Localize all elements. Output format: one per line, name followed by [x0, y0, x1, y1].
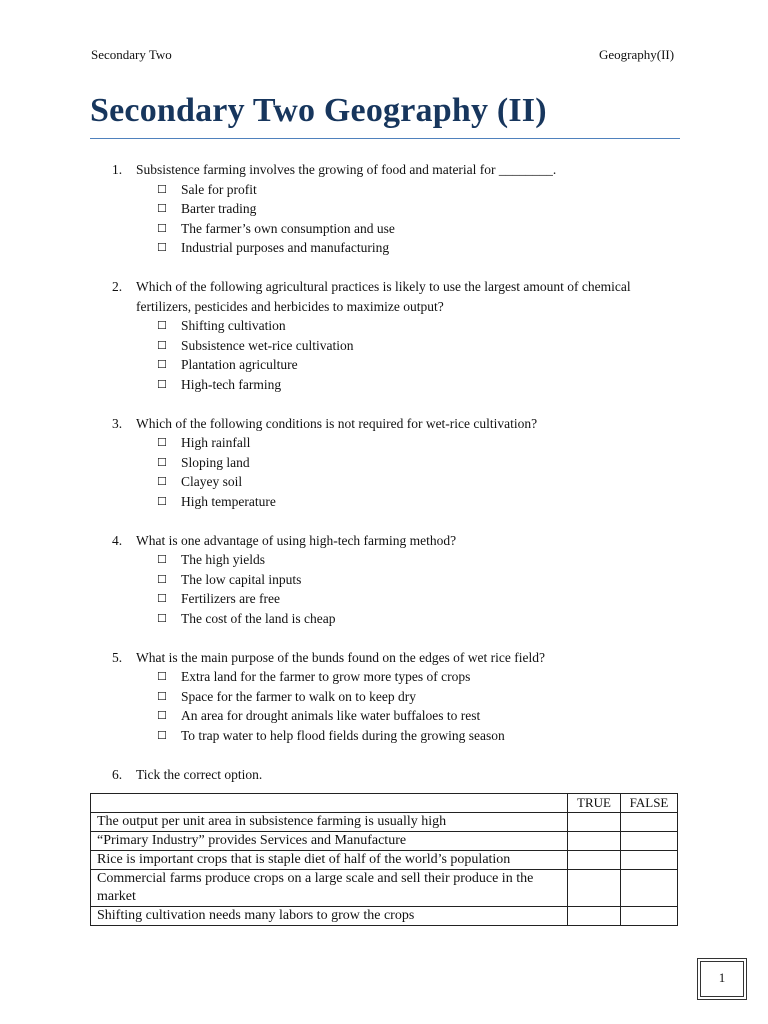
true-answer-cell[interactable]	[568, 907, 621, 926]
page-number: 1	[718, 970, 726, 985]
answer-option[interactable]	[0, 199, 768, 219]
checkbox-icon[interactable]: ☐	[157, 455, 167, 469]
table-row	[91, 832, 678, 851]
checkbox-icon[interactable]: ☐	[157, 377, 167, 391]
table-row	[91, 870, 678, 907]
table-header-false: FALSE	[621, 794, 678, 813]
answer-option[interactable]	[0, 492, 768, 512]
question-stem	[0, 765, 768, 785]
false-answer-cell[interactable]	[621, 813, 678, 832]
table-row	[91, 907, 678, 926]
statement-cell: “Primary Industry” provides Services and Manufacture	[91, 832, 568, 851]
answer-option[interactable]	[0, 472, 768, 492]
page-title: Secondary Two Geography (II)	[90, 92, 547, 129]
question-number: 1.	[112, 162, 123, 177]
table-row	[91, 851, 678, 870]
page-header-left: Secondary Two	[91, 47, 172, 62]
checkbox-icon[interactable]: ☐	[157, 670, 167, 683]
answer-option[interactable]	[0, 219, 768, 239]
checkbox-icon[interactable]: ☐	[157, 611, 167, 625]
checkbox-icon[interactable]: ☐	[157, 689, 167, 703]
question-2	[0, 277, 768, 394]
answer-option[interactable]	[0, 570, 768, 590]
statement-cell: The output per unit area in subsistence farming is usually high	[91, 813, 568, 832]
answer-option-label: High-tech farming	[181, 376, 282, 392]
answer-option-label: Extra land for the farmer to grow more types of crops	[181, 669, 471, 684]
question-3	[0, 414, 768, 512]
question-stem	[0, 160, 768, 180]
checkbox-icon[interactable]: ☐	[157, 358, 167, 371]
answer-option[interactable]	[0, 336, 768, 356]
question-1	[0, 160, 768, 258]
checkbox-icon[interactable]: ☐	[157, 572, 167, 586]
question-6	[0, 765, 768, 785]
question-text: What is one advantage of using high-tech farming method?	[136, 532, 457, 548]
question-5	[0, 648, 768, 746]
true-answer-cell[interactable]	[568, 813, 621, 832]
answer-option[interactable]	[0, 355, 768, 375]
question-number: 3.	[112, 415, 123, 431]
answer-option-label: Subsistence wet-rice cultivation	[181, 337, 354, 353]
true-answer-cell[interactable]	[568, 870, 621, 907]
table-header-statement	[91, 794, 568, 813]
answer-option-label: To trap water to help flood fields during the growing season	[181, 727, 505, 743]
answer-option-label: Barter trading	[181, 201, 257, 216]
answer-option[interactable]	[0, 589, 768, 609]
answer-option-label: Space for the farmer to walk on to keep dry	[181, 688, 417, 704]
question-stem	[0, 414, 768, 434]
checkbox-icon[interactable]: ☐	[157, 475, 167, 488]
statement-cell: Commercial farms produce crops on a large scale and sell their produce in the market	[91, 870, 568, 907]
true-answer-cell[interactable]	[568, 851, 621, 870]
false-answer-cell[interactable]	[621, 907, 678, 926]
checkbox-icon[interactable]: ☐	[157, 182, 167, 196]
true-answer-cell[interactable]	[568, 832, 621, 851]
page-header-right: Geography(II)	[599, 47, 675, 62]
table-row	[91, 813, 678, 832]
answer-option[interactable]	[0, 667, 768, 687]
checkbox-icon[interactable]: ☐	[157, 202, 167, 215]
question-number: 4.	[112, 532, 123, 548]
answer-option-label: The farmer’s own consumption and use	[181, 220, 395, 236]
answer-option[interactable]	[0, 316, 768, 336]
question-text: What is the main purpose of the bunds found on the edges of wet rice field?	[136, 649, 546, 665]
question-number: 5.	[112, 649, 123, 665]
question-stem	[0, 531, 768, 551]
answer-option[interactable]	[0, 453, 768, 473]
answer-option[interactable]	[0, 687, 768, 707]
table-header-true: TRUE	[568, 794, 621, 813]
checkbox-icon[interactable]: ☐	[157, 553, 167, 566]
question-text: Which of the following conditions is not required for wet-rice cultivation?	[136, 415, 538, 431]
statement-cell: Shifting cultivation needs many labors to grow the crops	[91, 907, 568, 926]
checkbox-icon[interactable]: ☐	[157, 494, 167, 508]
answer-option-label: An area for drought animals like water buffaloes to rest	[181, 708, 481, 723]
answer-option-label: Clayey soil	[181, 474, 243, 489]
statement-cell: Rice is important crops that is staple diet of half of the world’s population	[91, 851, 568, 870]
title-underline	[90, 138, 680, 139]
table-header-row	[91, 794, 678, 813]
answer-option-label: Industrial purposes and manufacturing	[181, 240, 390, 255]
answer-option-label: Shifting cultivation	[181, 318, 286, 333]
question-stem	[0, 277, 768, 316]
answer-option[interactable]	[0, 726, 768, 746]
false-answer-cell[interactable]	[621, 870, 678, 907]
answer-option-label: The cost of the land is cheap	[181, 610, 336, 626]
answer-option[interactable]	[0, 550, 768, 570]
answer-option-label: Fertilizers are free	[181, 591, 280, 606]
checkbox-icon[interactable]: ☐	[157, 221, 167, 235]
checkbox-icon[interactable]: ☐	[157, 728, 167, 742]
answer-option[interactable]	[0, 706, 768, 726]
question-stem	[0, 648, 768, 668]
answer-option-label: High rainfall	[181, 435, 251, 450]
question-number: 6.	[112, 766, 123, 782]
false-answer-cell[interactable]	[621, 832, 678, 851]
checkbox-icon[interactable]: ☐	[157, 319, 167, 332]
answer-option[interactable]	[0, 433, 768, 453]
checkbox-icon[interactable]: ☐	[157, 592, 167, 605]
answer-option[interactable]	[0, 375, 768, 395]
false-answer-cell[interactable]	[621, 851, 678, 870]
question-text: Tick the correct option.	[136, 766, 263, 782]
answer-option-label: The high yields	[181, 552, 265, 567]
answer-option-label: Sale for profit	[181, 181, 257, 197]
checkbox-icon[interactable]: ☐	[157, 709, 167, 722]
question-text: Which of the following agricultural practices is likely to use the largest amount of chemical fertilizers, pesticides and herbicides to maximize output?	[136, 279, 631, 314]
answer-option[interactable]	[0, 180, 768, 200]
checkbox-icon[interactable]: ☐	[157, 436, 167, 449]
answer-option[interactable]	[0, 238, 768, 258]
answer-option-label: Plantation agriculture	[181, 357, 298, 372]
question-text: Subsistence farming involves the growing of food and material for ________.	[136, 162, 557, 177]
page-number-box	[697, 958, 747, 1000]
question-list	[0, 160, 768, 804]
true-false-table	[90, 793, 678, 926]
checkbox-icon[interactable]: ☐	[157, 241, 167, 254]
checkbox-icon[interactable]: ☐	[157, 338, 167, 352]
answer-option-label: The low capital inputs	[181, 571, 302, 587]
question-4	[0, 531, 768, 629]
answer-option[interactable]	[0, 609, 768, 629]
question-number: 2.	[112, 279, 123, 294]
answer-option-label: High temperature	[181, 493, 276, 509]
answer-option-label: Sloping land	[181, 454, 250, 470]
